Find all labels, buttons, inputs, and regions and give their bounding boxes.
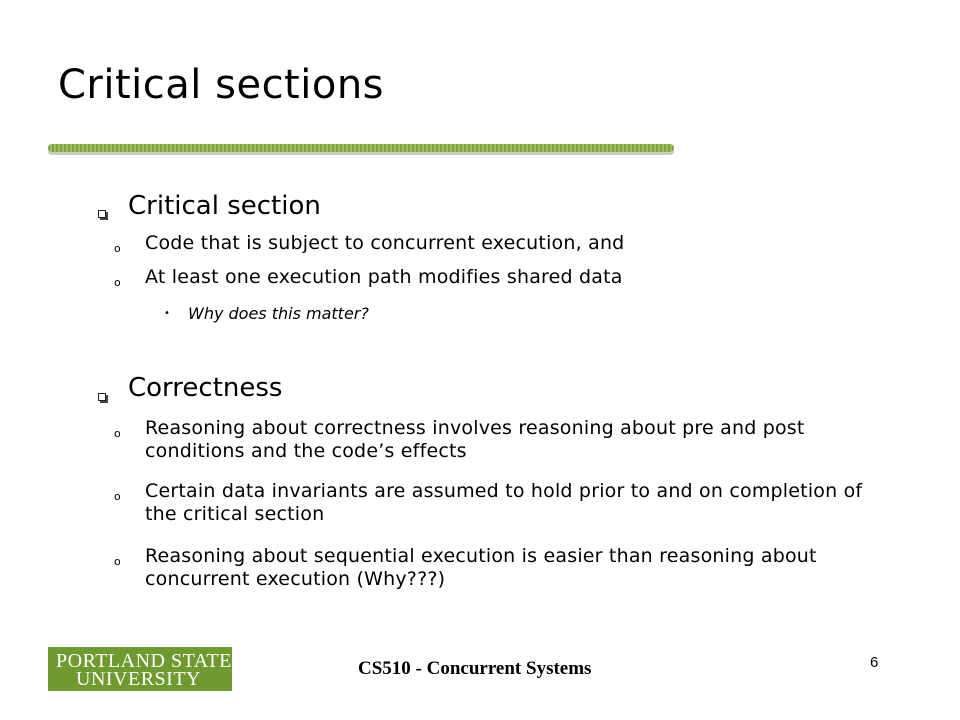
sub-bullet-item: Why does this matter? [188,304,369,323]
circle-bullet-icon: o [114,555,121,568]
circle-bullet-icon: o [114,427,121,440]
section-heading-correctness: Correctness [128,373,283,403]
square-bullet-icon [98,393,106,401]
slide-title: Critical sections [58,62,385,108]
title-underline-rule [48,144,674,152]
circle-bullet-icon: o [114,490,121,503]
bullet-item: Reasoning about sequential execution is easier than reasoning about concurrent execution (Why???) [145,545,817,590]
dot-bullet-icon: • [164,308,170,319]
bullet-item: Certain data invariants are assumed to hold prior to and on completion of the critical section [145,480,863,525]
logo-text-line2: UNIVERSITY [76,668,201,690]
footer-course-title: CS510 - Concurrent Systems [358,658,592,679]
circle-bullet-icon: o [114,242,121,255]
square-bullet-icon [98,210,106,218]
logo-text-line1: PORTLAND STATE [56,650,232,672]
page-number: 6 [870,654,879,671]
section-heading-critical-section: Critical section [128,191,321,221]
circle-bullet-icon: o [114,276,121,289]
bullet-item: Code that is subject to concurrent execution, and [145,232,625,254]
bullet-item: Reasoning about correctness involves reasoning about pre and post conditions and the code’s effects [145,417,805,462]
portland-state-logo [48,647,232,691]
bullet-item: At least one execution path modifies shared data [145,266,623,288]
